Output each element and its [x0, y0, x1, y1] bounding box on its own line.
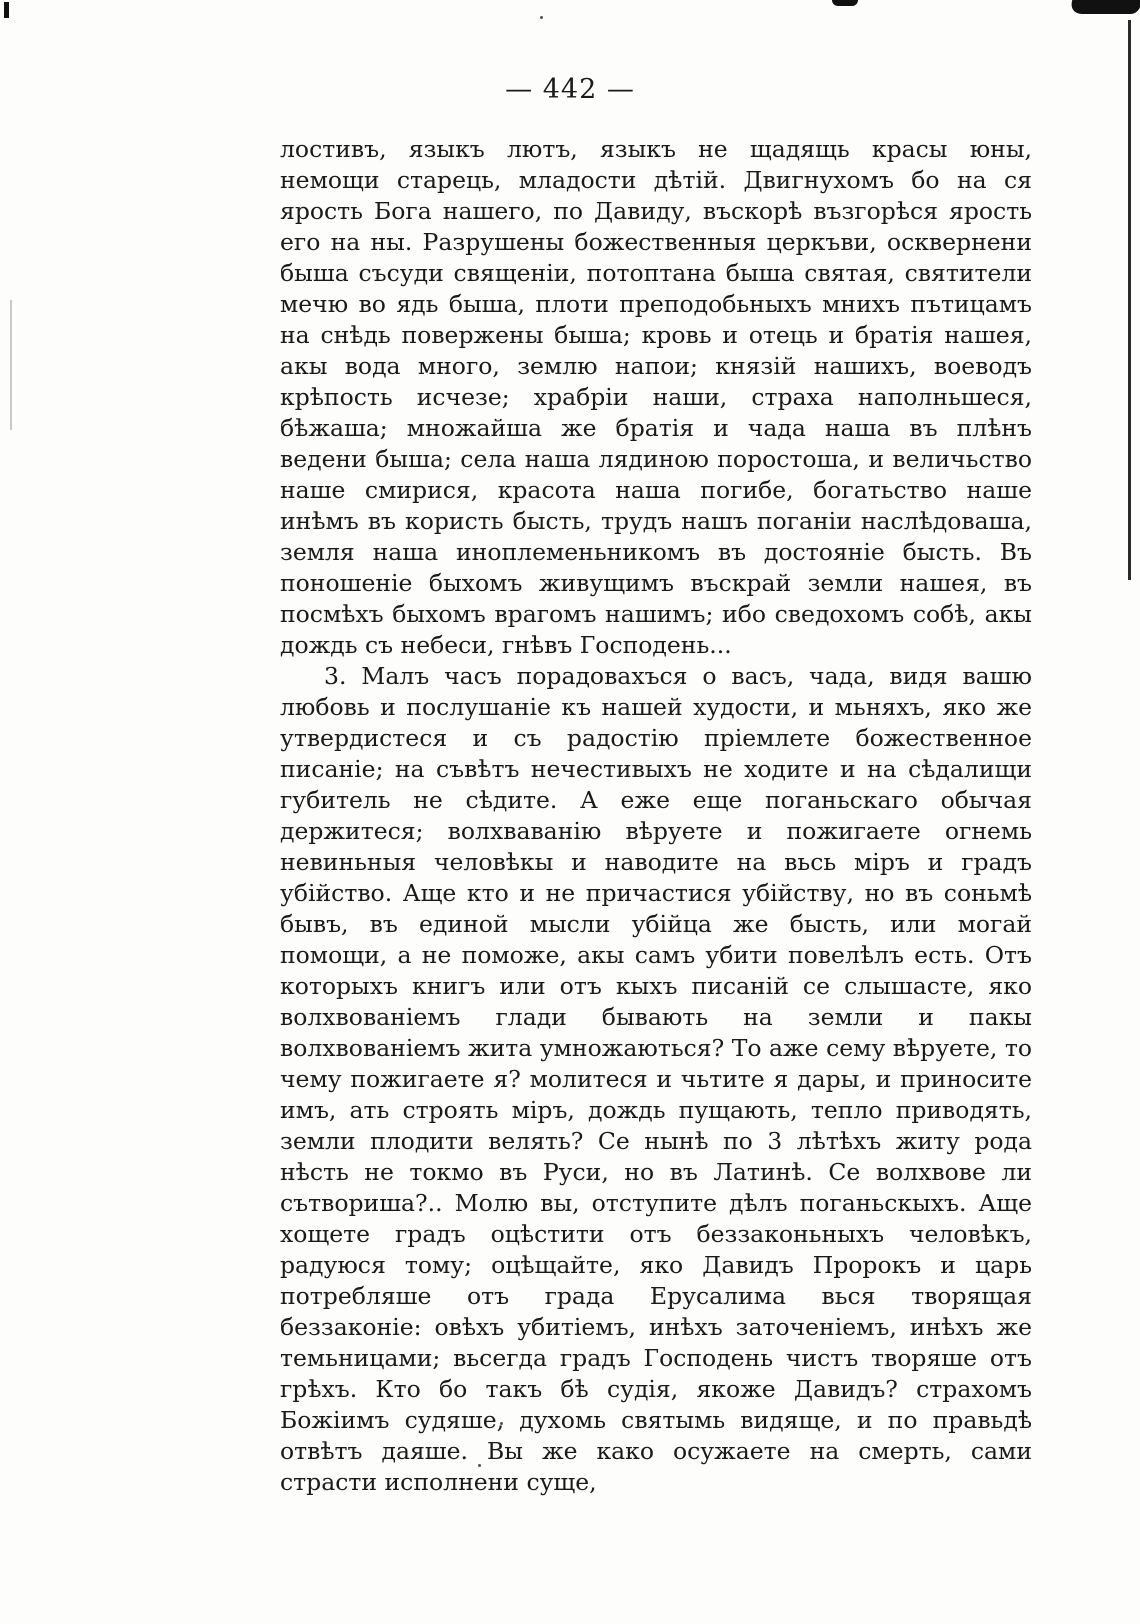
scan-speck	[540, 16, 543, 19]
scan-blot	[4, 2, 9, 18]
page-number: — 442 —	[505, 74, 635, 105]
page-edge-shadow	[10, 300, 12, 430]
paragraph: 3. Малъ часъ порадовахъся о васъ, чада, видя вашю любовь и послушаніе къ нашей худости, и мьняхъ, яко же утвердистеся и съ радостію пріемлете божественное писаніе; на съвѣтъ нечестивыхъ не ходите и на сѣдалищи губитель не сѣдите. А еже еще поганьскаго обычая держитеся; волхваванію вѣруете и пожигаете огнемь невиньныя человѣкы и наводите на вьсь міръ и градъ убійство. Аще кто и не причастися убійству, но въ соньмѣ бывъ, въ единой мысли убійца же бысть, или могай помощи, а не поможе, акы самъ убити повелѣлъ есть. Отъ которыхъ книгъ или отъ кыхъ писаній се слышасте, яко волхвованіемъ глади бывають на земли и пакы волхвованіемъ жита умножаються? То аже сему вѣруете, то чему пожигаете я? молитеся и чьтите я дары, и приносите имъ, ать строять міръ, дождь пущають, тепло приводять, земли плодити велять? Се нынѣ по 3 лѣтѣхъ житу рода нѣсть не токмо въ Руси, но въ Латинѣ. Се волхвове ли сътвориша?.. Молю вы, отступите дѣлъ поганьскыхъ. Аще хощете градъ оцѣстити отъ беззаконьныхъ человѣкъ, радуюся тому; оцѣщайте, яко Давидъ Пророкъ и царь потребляше отъ града Ерусалима вься творящая беззаконіе: овѣхъ убитіемъ, инѣхъ заточеніемъ, инѣхъ же темьницами; вьсегда градъ Господень чистъ творяше отъ грѣхъ. Кто бо такъ бѣ судія, якоже Давидъ? страхомъ Божіимъ судяше, духомь святымь видяще, и по правьдѣ отвѣтъ даяше. Вы же како осужаете на смерть, сами страсти исполнени суще,	[280, 662, 1032, 1496]
scan-blot	[832, 0, 858, 6]
scan-blot	[1068, 0, 1140, 14]
paragraph: лостивъ, языкъ лютъ, языкъ не щадящь красы юны, немощи старець, младости дѣтій. Двигнухомъ бо на ся ярость Бога нашего, по Давиду, въскорѣ възгорѣся ярость его на ны. Разрушены божественныя церкъви, осквернени быша съсуди священіи, потоптана быша святая, святители мечю во ядь быша, плоти преподобьныхъ мнихъ пътицамъ на снѣдь повержены быша; кровь и отець и братія нашея, акы вода много, землю напои; князій нашихъ, воеводъ крѣпость исчезе; храбріи наши, страха наполньшеся, бѣжаша; множайша же братія и чада наша въ плѣнъ ведени быша; села наша лядиною поростоша, и величьство наше смирися, красота наша погибе, богатьство наше инѣмъ въ користь бысть, трудъ нашъ поганіи наслѣдоваша, земля наша иноплеменьникомъ въ достояніе бысть. Въ поношеніе быхомъ живущимъ въскрай земли нашея, въ посмѣхъ быхомъ врагомъ нашимъ; ибо сведохомъ собѣ, акы дождь съ небеси, гнѣвъ Господень...	[280, 135, 1032, 659]
body-text	[280, 134, 1032, 1498]
